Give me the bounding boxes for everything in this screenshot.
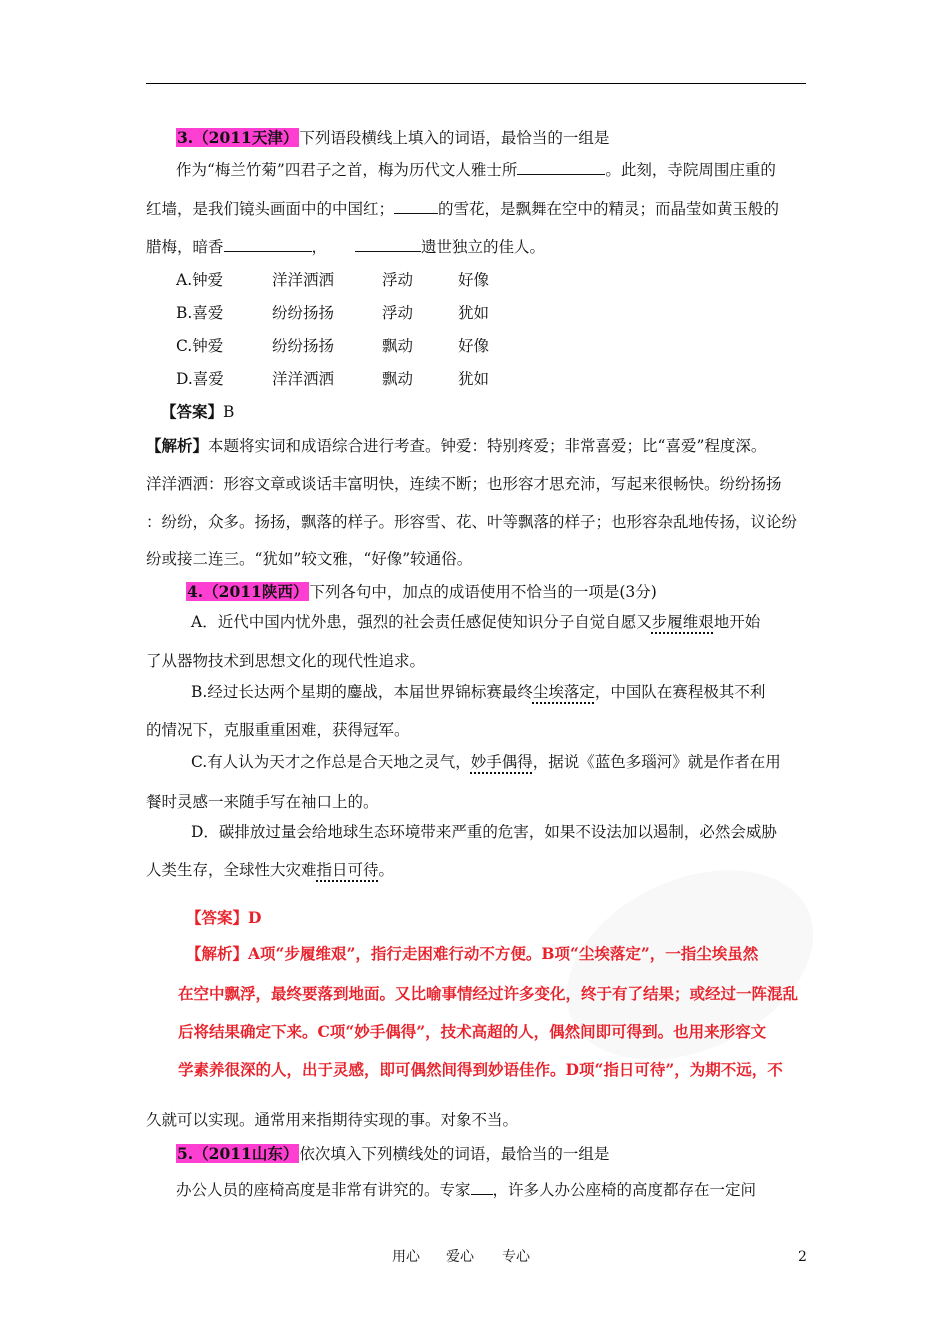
option-word: 纷纷扬扬	[272, 337, 335, 355]
option-word: 好像	[458, 271, 490, 289]
q3-option-b	[176, 303, 489, 323]
option-word: 犹如	[458, 304, 490, 322]
analysis-label: 【解析】	[186, 944, 249, 963]
footer-motto-2: 爱心	[446, 1249, 474, 1265]
q4-analysis-line-5: 久就可以实现。通常用来指期待实现的事。对象不当。	[146, 1111, 519, 1129]
q4-answer	[186, 908, 261, 928]
dotted-idiom: 妙手偶得	[470, 753, 533, 771]
q4-tag: 4.（2011陕西）	[187, 582, 309, 601]
q4-option-b-line-1	[191, 682, 765, 702]
option-label: B.喜爱	[176, 304, 224, 322]
option-word: 纷纷扬扬	[272, 304, 335, 322]
q4-analysis-line-3: 后将结果确定下来。C项“妙手偶得”，技术高超的人，偶然间即可得到。也用来形容文	[178, 1022, 767, 1041]
q3-tag: 3.（2011天津）	[177, 128, 299, 147]
q3-passage-line-3	[146, 237, 545, 257]
q4-option-a-line-1	[191, 612, 760, 632]
fill-blank	[394, 199, 438, 214]
header-rule	[146, 83, 806, 84]
footer-motto-1: 用心	[392, 1249, 420, 1265]
q3-analysis-line-3: ：纷纷，众多。扬扬，飘落的样子。形容雪、花、叶等飘落的样子；也形容杂乱地传扬，议论纷	[146, 513, 798, 531]
option-text: A．近代中国内忧外患，强烈的社会责任感促使知识分子自觉自愿又	[191, 613, 652, 631]
q3-analysis-line-4: 纷或接二连三。“犹如”较文雅，“好像”较通俗。	[146, 550, 473, 568]
page-number: 2	[798, 1249, 807, 1265]
dotted-idiom: 尘埃落定	[532, 683, 595, 701]
q3-passage-text: 。此刻，寺院周围庄重的	[605, 161, 776, 179]
q3-passage-line-1	[176, 160, 776, 180]
option-text: 地开始	[713, 613, 761, 631]
q4-option-d-line-1: D．碳排放过量会给地球生态环境带来严重的危害，如果不设法加以遏制，必然会威胁	[191, 823, 777, 841]
q4-option-d-line-2	[146, 860, 394, 880]
q4-analysis-line-4: 学素养很深的人，出于灵感，即可偶然间得到妙语佳作。D项“指日可待”，为期不远，不	[178, 1060, 783, 1079]
answer-label: 【答案】	[161, 402, 224, 421]
option-word: 飘动	[382, 337, 414, 355]
option-text: 人类生存，全球性大灾难	[146, 861, 317, 879]
q4-analysis-line-1	[186, 944, 758, 964]
option-text: 。	[378, 861, 395, 879]
q4-option-b-line-2: 的情况下，克服重重困难，获得冠军。	[146, 721, 410, 739]
option-word: 好像	[458, 337, 490, 355]
option-word: 飘动	[382, 370, 414, 388]
option-text: ，据说《蓝色多瑙河》就是作者在用	[532, 753, 781, 771]
q3-analysis-line-1	[146, 436, 766, 456]
q3-passage-text: 遗世独立的佳人。	[421, 238, 546, 256]
q3-analysis-line-2: 洋洋洒洒：形容文章或谈话丰富明快，连续不断；也形容才思充沛，写起来很畅快。纷纷扬扬	[146, 475, 782, 493]
option-label: D.喜爱	[176, 370, 224, 388]
fill-blank	[355, 237, 421, 252]
answer-value: D	[248, 908, 262, 927]
q4-option-c-line-2: 餐时灵感一来随手写在袖口上的。	[146, 793, 379, 811]
answer-label: 【答案】	[186, 908, 249, 927]
option-word: 浮动	[382, 271, 414, 289]
q3-heading	[176, 128, 609, 148]
q5-passage-line-1	[176, 1180, 756, 1200]
option-label: C.钟爱	[176, 337, 224, 355]
analysis-text: A项“步履维艰”，指行走困难行动不方便。B项“尘埃落定”，一指尘埃虽然	[248, 944, 759, 963]
q3-option-d	[176, 369, 489, 389]
dotted-idiom: 指日可待	[316, 861, 379, 879]
q5-passage-text: 办公人员的座椅高度是非常有讲究的。专家	[176, 1181, 471, 1199]
q3-stem: 下列语段横线上填入的词语，最恰当的一组是	[299, 129, 610, 147]
fill-blank	[224, 237, 312, 252]
option-word: 洋洋洒洒	[272, 370, 335, 388]
option-word: 犹如	[458, 370, 490, 388]
q4-stem: 下列各句中，加点的成语使用不恰当的一项是(3分)	[309, 583, 657, 601]
q3-passage-text: ，	[311, 238, 328, 256]
q3-passage-text: 红墙，是我们镜头画面中的中国红；	[146, 200, 395, 218]
answer-value: B	[223, 403, 235, 421]
q3-answer	[161, 402, 234, 422]
option-word: 浮动	[382, 304, 414, 322]
analysis-label: 【解析】	[146, 436, 209, 455]
watermark-logo	[536, 833, 843, 1097]
option-label: A.钟爱	[176, 271, 224, 289]
dotted-idiom: 步履维艰	[651, 613, 714, 631]
q4-analysis-line-2: 在空中飘浮，最终要落到地面。又比喻事情经过许多变化，终于有了结果；或经过一阵混乱	[178, 984, 799, 1003]
option-text: C.有人认为天才之作总是合天地之灵气，	[191, 753, 471, 771]
q3-option-c	[176, 336, 489, 356]
q5-passage-text: ，许多人办公座椅的高度都存在一定问	[492, 1181, 757, 1199]
q3-option-a	[176, 270, 489, 290]
analysis-text: 本题将实词和成语综合进行考查。钟爱：特别疼爱；非常喜爱；比“喜爱”程度深。	[208, 437, 767, 455]
q4-heading	[186, 582, 657, 602]
option-word: 洋洋洒洒	[272, 271, 335, 289]
q3-passage-text: 的雪花，是飘舞在空中的精灵；而晶莹如黄玉般的	[438, 200, 780, 218]
q3-passage-line-2	[146, 199, 779, 219]
fill-blank	[471, 1180, 493, 1195]
footer-motto-3: 专心	[502, 1249, 530, 1265]
q3-passage-text: 作为“梅兰竹菊”四君子之首，梅为历代文人雅士所	[176, 161, 518, 179]
q5-tag: 5.（2011山东）	[177, 1144, 299, 1163]
q5-heading	[176, 1144, 609, 1164]
fill-blank	[517, 160, 605, 175]
option-text: B.经过长达两个星期的鏖战，本届世界锦标赛最终	[191, 683, 533, 701]
q3-passage-text: 腊梅，暗香	[146, 238, 224, 256]
option-text: ，中国队在赛程极其不利	[594, 683, 766, 701]
q4-option-a-line-2: 了从器物技术到思想文化的现代性追求。	[146, 652, 426, 670]
q5-stem: 依次填入下列横线处的词语，最恰当的一组是	[299, 1145, 610, 1163]
q4-option-c-line-1	[191, 752, 781, 772]
